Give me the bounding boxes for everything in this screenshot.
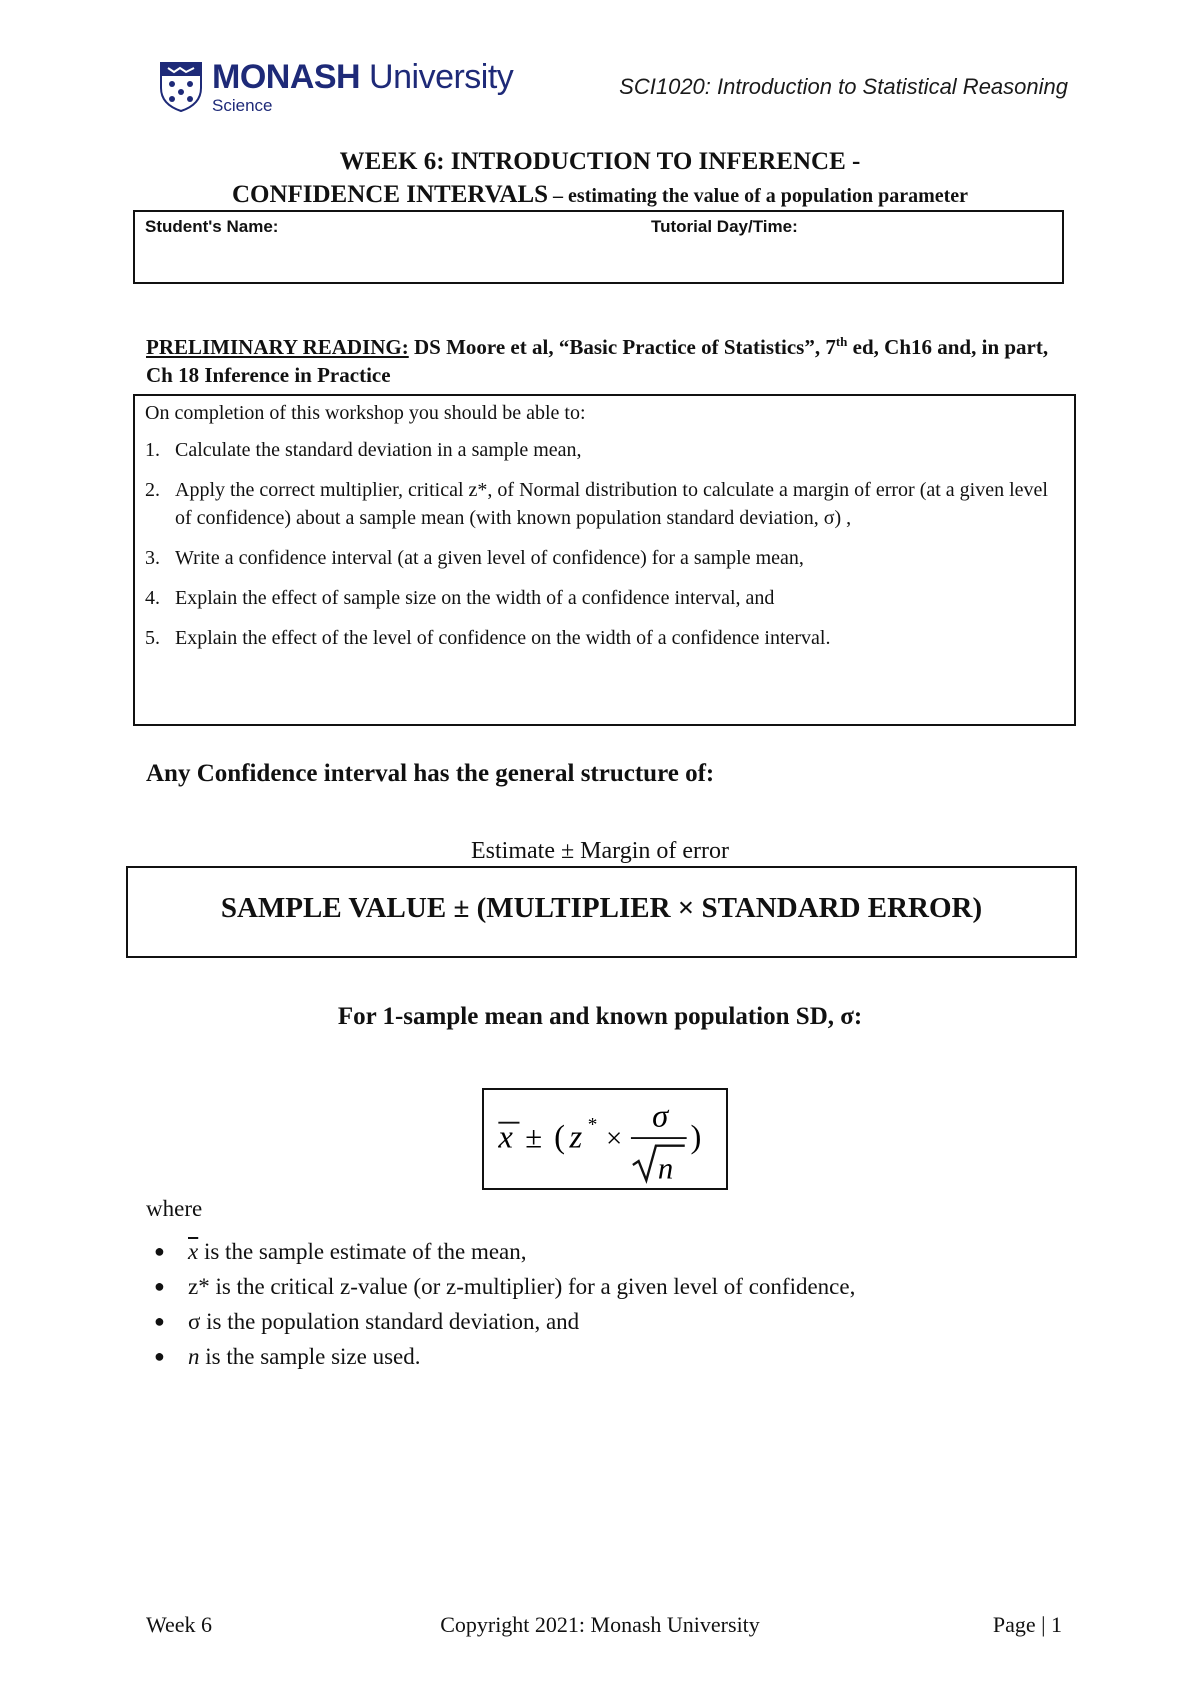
objective-text: Explain the effect of sample size on the width of a confidence interval, and (175, 587, 775, 609)
objectives-list (145, 436, 1055, 664)
objective-text: Calculate the standard deviation in a sample mean, (175, 439, 582, 461)
where-item (154, 1339, 855, 1374)
preliminary-reading (146, 328, 1076, 389)
where-item (154, 1234, 855, 1269)
objective-item (145, 584, 1055, 612)
formula-sigma: σ (652, 1098, 669, 1135)
objective-number: 5. (145, 627, 160, 649)
formula-close-paren: ) (690, 1119, 702, 1156)
formula-xbar: x (498, 1119, 513, 1156)
preliminary-text-b: ed, Ch16 and, in part, Ch 18 Inference in Practice (146, 335, 1049, 387)
where-text: is the sample size used. (199, 1344, 421, 1369)
where-text: z* is the critical z-value (or z-multiplier) for a given level of confidence, (188, 1274, 856, 1299)
estimate-line: Estimate ± Margin of error (471, 838, 729, 864)
objective-number: 2. (145, 479, 160, 501)
where-symbol: $\overline{x}$ (188, 1239, 199, 1264)
formula-times: × (605, 1122, 623, 1155)
where-item (154, 1304, 855, 1339)
objective-item (145, 476, 1055, 532)
title-ci: CONFIDENCE INTERVALS (231, 181, 549, 208)
objective-number: 3. (145, 547, 160, 569)
footer-week: Week 6 (146, 1612, 213, 1637)
where-text: σ is the population standard deviation, and (188, 1309, 580, 1334)
student-info-box (133, 210, 1064, 284)
preliminary-sup: th (835, 334, 848, 349)
objective-text: Apply the correct multiplier, critical z*, of Normal distribution to calculate a margin of error (at a given level of confidence) about a sample mean (with known population standard deviation, σ) , (175, 479, 1048, 529)
objectives-intro: On completion of this workshop you should be able to: (145, 402, 586, 424)
general-structure-heading: Any Confidence interval has the general structure of: (146, 760, 715, 787)
bullet-icon: ● (154, 1276, 165, 1296)
page-title-line1: WEEK 6: INTRODUCTION TO INFERENCE - (339, 148, 861, 175)
where-label: where (146, 1196, 203, 1221)
page-title-line2 (0, 181, 1200, 209)
footer-copyright: Copyright 2021: Monash University (440, 1612, 760, 1637)
objective-text: Write a confidence interval (at a given level of confidence) for a sample mean, (175, 547, 804, 569)
where-symbol: n (188, 1344, 200, 1369)
general-formula: SAMPLE VALUE ± (MULTIPLIER × STANDARD ERROR) (220, 892, 983, 924)
formula-star: * (587, 1114, 598, 1136)
objective-number: 4. (145, 587, 160, 609)
student-name-field[interactable]: Student's Name: (145, 217, 279, 236)
bullet-icon: ● (154, 1346, 165, 1366)
objective-item (145, 544, 1055, 572)
objective-item (145, 624, 1055, 652)
formula-n: n (657, 1151, 674, 1186)
formula-open-paren: ( (554, 1119, 565, 1156)
course-title: SCI1020: Introduction to Statistical Reasoning (619, 74, 1068, 99)
where-text: is the sample estimate of the mean, (198, 1239, 527, 1264)
monash-shield-logo (160, 62, 202, 112)
objective-item (145, 436, 1055, 464)
preliminary-text-a: DS Moore et al, “Basic Practice of Statistics”, 7 (408, 335, 836, 359)
footer-page-number: Page | 1 (992, 1612, 1062, 1637)
learning-objectives-box (133, 394, 1076, 726)
logo-brand-bold: MONASH (212, 58, 361, 96)
where-item (154, 1269, 855, 1304)
objective-number: 1. (145, 439, 160, 461)
where-list (154, 1234, 855, 1374)
logo-subtitle: Science (212, 96, 273, 115)
formula-z: z (569, 1119, 583, 1156)
logo-brand-light: University (360, 58, 514, 96)
one-sample-heading: For 1-sample mean and known population SD, σ: (337, 1003, 863, 1030)
logo-wordmark (212, 58, 513, 97)
objective-text: Explain the effect of the level of confidence on the width of a confidence interval. (175, 627, 831, 649)
bullet-icon: ● (154, 1311, 165, 1331)
general-formula-box (126, 866, 1077, 958)
tutorial-time-field[interactable]: Tutorial Day/Time: (651, 217, 798, 236)
preliminary-label: PRELIMINARY READING: (146, 335, 409, 359)
formula-pm: ± (525, 1120, 543, 1155)
ci-formula-box (482, 1088, 728, 1190)
bullet-icon: ● (154, 1241, 165, 1261)
title-ci-subtitle: – estimating the value of a population parameter (548, 185, 969, 207)
